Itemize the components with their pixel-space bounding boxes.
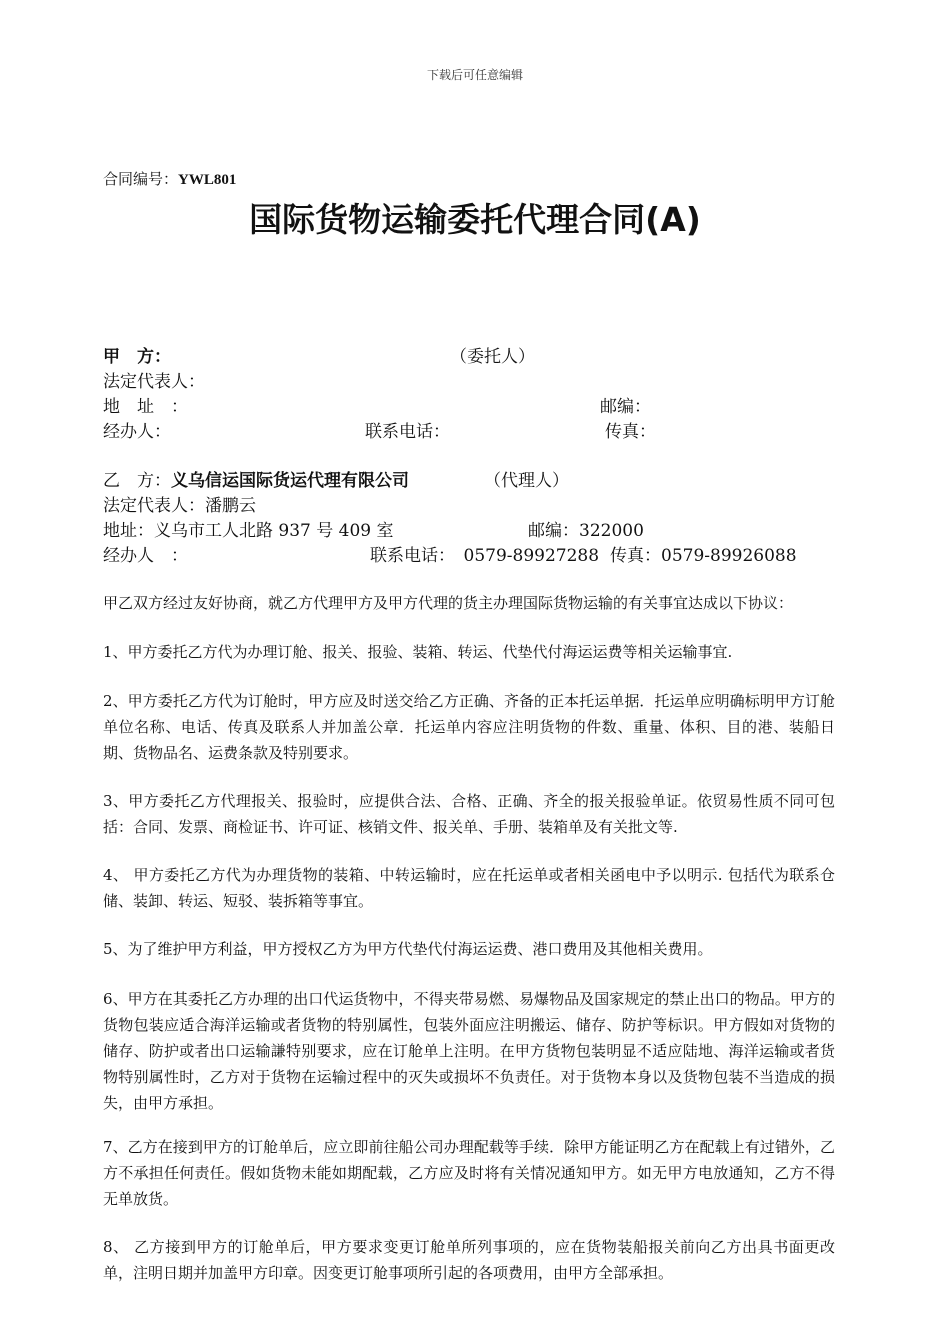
clause-6: 6、甲方在其委托乙方办理的出口代运货物中，不得夹带易燃、易爆物品及国家规定的禁止出口的物品。甲方的货物包装应适合海洋运输或者货物的特别属性，包装外面应注明搬运、储存、防护等标识。甲方假如对货物的储存、防护或者出口运输謙特别要求，应在订舱单上注明。在甲方货物包装明显不适应陆地、海洋运输或者货物特别属性时，乙方对于货物在运输过程中的灭失或损坏不负责任。对于货物本身以及货物包装不当造成的损失，由甲方承担。 <box>103 990 835 1112</box>
party-b-address: 地址：义乌市工人北路 937 号 409 室 <box>103 521 394 541</box>
party-a-label: 甲 方： <box>103 347 171 367</box>
clause-5: 5、为了维护甲方利益，甲方授权乙方为甲方代垫代付海运运费、港口费用及其他相关费用。 <box>103 940 713 958</box>
clause-2: 2、甲方委托乙方代为订舱时，甲方应及时送交给乙方正确、齐备的正本托运单据．托运单应明确标明甲方订舱单位名称、电话、传真及联系人并加盖公章．托运单内容应注明货物的件数、重量、体积、目的港、装船日期、货物品名、运费条款及特别要求。 <box>103 692 835 762</box>
contract-number-label: 合同编号： <box>103 170 179 188</box>
clause-3: 3、甲方委托乙方代理报关、报验时，应提供合法、合格、正确、齐全的报关报验单证。依贸易性质不同可包括：合同、发票、商检证书、许可证、核销文件、报关单、手册、装箱单及有关批文等. <box>103 792 835 836</box>
party-a-agent-label: 经办人： <box>103 422 171 442</box>
clause-8: 8、 乙方接到甲方的订舱单后，甲方要求变更订舱单所列事项的，应在货物装船报关前向乙方出具书面更改单，注明日期并加盖甲方印章。因变更订舱事项所引起的各项费用，由甲方全部承担。 <box>103 1238 835 1282</box>
clause-4: 4、 甲方委托乙方代为办理货物的装箱、中转运输时，应在托运单或者相关函电中予以明示. 包括代为联系仓储、装卸、转运、短驳、装拆箱等事宜。 <box>103 866 835 910</box>
party-b-postcode: 邮编：322000 <box>528 521 644 541</box>
party-b-agent-label: 经办人 ： <box>103 546 188 566</box>
party-b-phone: 联系电话： 0579-89927288 <box>370 546 600 566</box>
clause-intro: 甲乙双方经过友好协商，就乙方代理甲方及甲方代理的货主办理国际货物运输的有关事宜达成以下协议： <box>103 594 794 612</box>
party-a-fax-label: 传真： <box>605 422 656 442</box>
document-title: 国际货物运输委托代理合同(A) <box>249 200 701 239</box>
party-a-role: （委托人） <box>450 347 535 367</box>
contract-number-value: YWL801 <box>178 172 237 188</box>
party-b-rep: 法定代表人：潘鹏云 <box>103 496 256 516</box>
party-b-label-text: 乙 方： <box>103 471 171 491</box>
party-a-postcode-label: 邮编： <box>600 397 651 417</box>
contract-number <box>103 168 236 189</box>
clause-7: 7、乙方在接到甲方的订舱单后，应立即前往船公司办理配载等手续．除甲方能证明乙方在配载上有过错外，乙方不承担任何责任。假如货物未能如期配载，乙方应及时将有关情况通知甲方。如无甲方电放通知，乙方不得无单放货。 <box>103 1138 835 1208</box>
clause-1: 1、甲方委托乙方代为办理订舱、报关、报验、装箱、转运、代垫代付海运运费等相关运输事宜. <box>103 643 733 661</box>
party-a-address-label: 地 址 ： <box>103 397 188 417</box>
party-b-label <box>103 466 409 491</box>
party-b-company-name: 义乌信运国际货运代理有限公司 <box>171 471 409 491</box>
party-b-role: （代理人） <box>484 471 569 491</box>
page-header-note: 下载后可任意编辑 <box>426 68 523 82</box>
party-a-rep-label: 法定代表人： <box>103 372 205 392</box>
party-b-fax: 传真：0579-89926088 <box>610 546 797 566</box>
party-a-phone-label: 联系电话： <box>365 422 450 442</box>
